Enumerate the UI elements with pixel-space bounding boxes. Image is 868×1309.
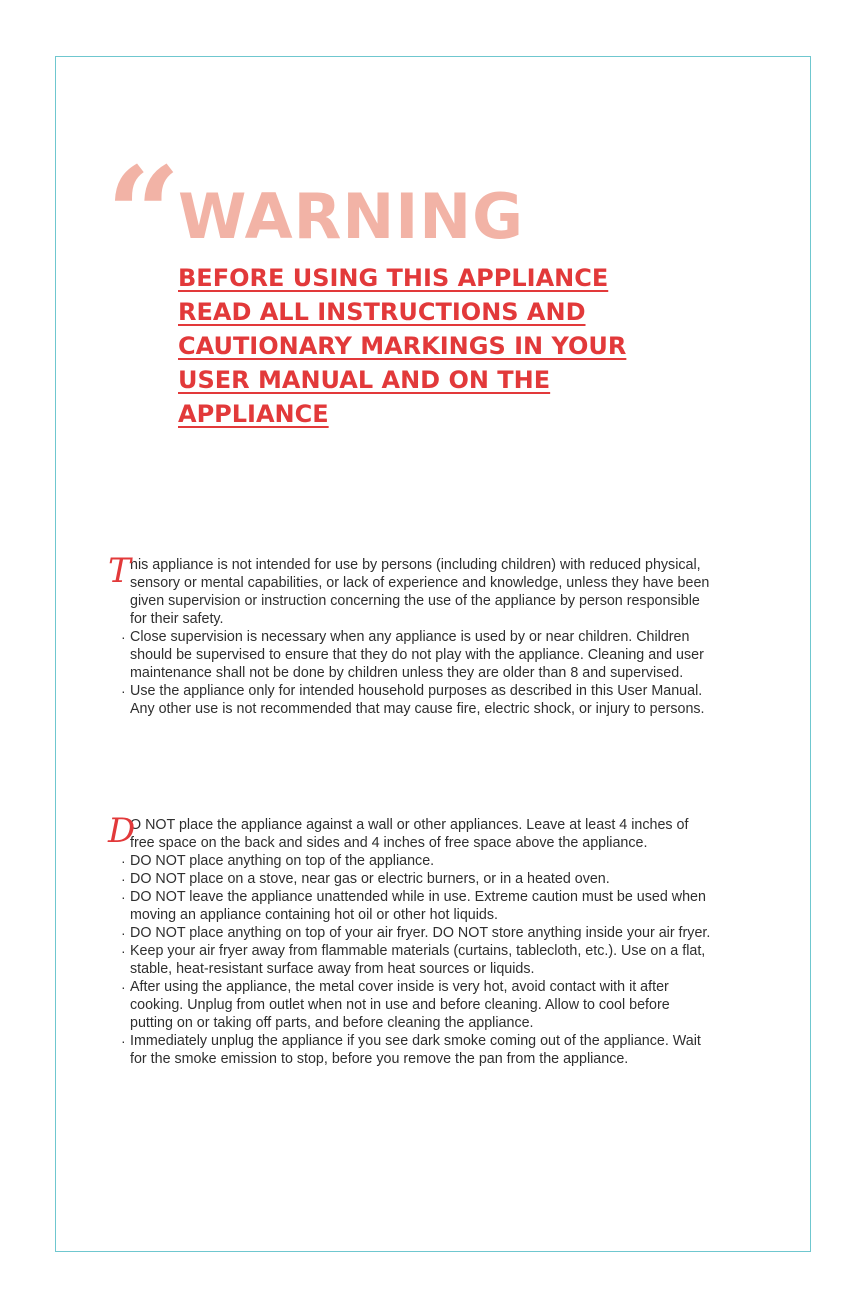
item-line: putting on or taking off parts, and before cleaning the appliance. (130, 1015, 534, 1031)
item-line: moving an appliance containing hot oil or other hot liquids. (130, 907, 498, 923)
bullet-dot-icon: · (121, 853, 126, 869)
subtitle-line: USER MANUAL AND ON THE (178, 366, 551, 394)
item-line: cooking. Unplug from outlet when not in use and before cleaning. Allow to cool before (130, 997, 670, 1013)
item-line: Any other use is not recommended that may cause fire, electric shock, or injury to persons. (130, 701, 705, 717)
lead-line: sensory or mental capabilities, or lack of experience and knowledge, unless they have been (130, 575, 710, 591)
item-line: Immediately unplug the appliance if you see dark smoke coming out of the appliance. Wait (130, 1033, 701, 1049)
warning-subtitle (178, 261, 778, 431)
bullet-dot-icon: · (121, 1033, 126, 1049)
subtitle-line: BEFORE USING THIS APPLIANCE (178, 264, 609, 292)
safety-section-supervision (108, 551, 758, 718)
bullet-item (108, 682, 758, 718)
bullet-dot-icon: · (121, 889, 126, 905)
bullet-item (108, 870, 758, 888)
item-line: Use the appliance only for intended household purposes as described in this User Manual. (130, 683, 703, 699)
bullet-item (108, 852, 758, 870)
bullet-dot-icon: · (121, 683, 126, 699)
item-line: DO NOT place anything on top of the appliance. (130, 853, 435, 869)
item-line: Close supervision is necessary when any appliance is used by or near children. Children (130, 629, 690, 645)
subtitle-line: READ ALL INSTRUCTIONS AND (178, 298, 586, 326)
bullet-dot-icon: · (121, 925, 126, 941)
lead-line: O NOT place the appliance against a wall or other appliances. Leave at least 4 inches of (130, 817, 689, 833)
section-lead-paragraph (108, 551, 758, 628)
bullet-item (108, 888, 758, 924)
item-line: maintenance shall not be done by children unless they are older than 8 and supervised. (130, 665, 684, 681)
item-line: DO NOT place on a stove, near gas or electric burners, or in a heated oven. (130, 871, 610, 887)
bullet-item (108, 978, 758, 1032)
bullet-dot-icon: · (121, 943, 126, 959)
warning-title: WARNING (178, 180, 525, 253)
drop-cap: D (108, 811, 136, 851)
bullet-item (108, 1032, 758, 1068)
item-line: After using the appliance, the metal cover inside is very hot, avoid contact with it after (130, 979, 669, 995)
drop-cap: T (108, 551, 131, 591)
item-line: should be supervised to ensure that they do not play with the appliance. Cleaning and user (130, 647, 704, 663)
bullet-dot-icon: · (121, 629, 126, 645)
bullet-dot-icon: · (121, 979, 126, 995)
section-lead-paragraph (108, 811, 758, 852)
subtitle-line: APPLIANCE (178, 400, 329, 428)
item-line: DO NOT leave the appliance unattended while in use. Extreme caution must be used when (130, 889, 706, 905)
safety-section-placement (108, 811, 758, 1068)
lead-line: his appliance is not intended for use by persons (including children) with reduced physical, (130, 557, 701, 573)
bullet-item (108, 942, 758, 978)
bullet-item (108, 924, 758, 942)
quote-mark-icon: “ (106, 138, 181, 291)
subtitle-line: CAUTIONARY MARKINGS IN YOUR (178, 332, 627, 360)
bullet-item (108, 628, 758, 682)
item-line: for the smoke emission to stop, before you remove the pan from the appliance. (130, 1051, 629, 1067)
item-line: stable, heat-resistant surface away from heat sources or liquids. (130, 961, 535, 977)
lead-line: for their safety. (130, 611, 224, 627)
lead-line: given supervision or instruction concerning the use of the appliance by person responsible (130, 593, 700, 609)
lead-line: free space on the back and sides and 4 inches of free space above the appliance. (130, 835, 648, 851)
item-line: Keep your air fryer away from flammable materials (curtains, tablecloth, etc.). Use on a flat, (130, 943, 706, 959)
bullet-dot-icon: · (121, 871, 126, 887)
item-line: DO NOT place anything on top of your air fryer. DO NOT store anything inside your air fryer. (130, 925, 711, 941)
